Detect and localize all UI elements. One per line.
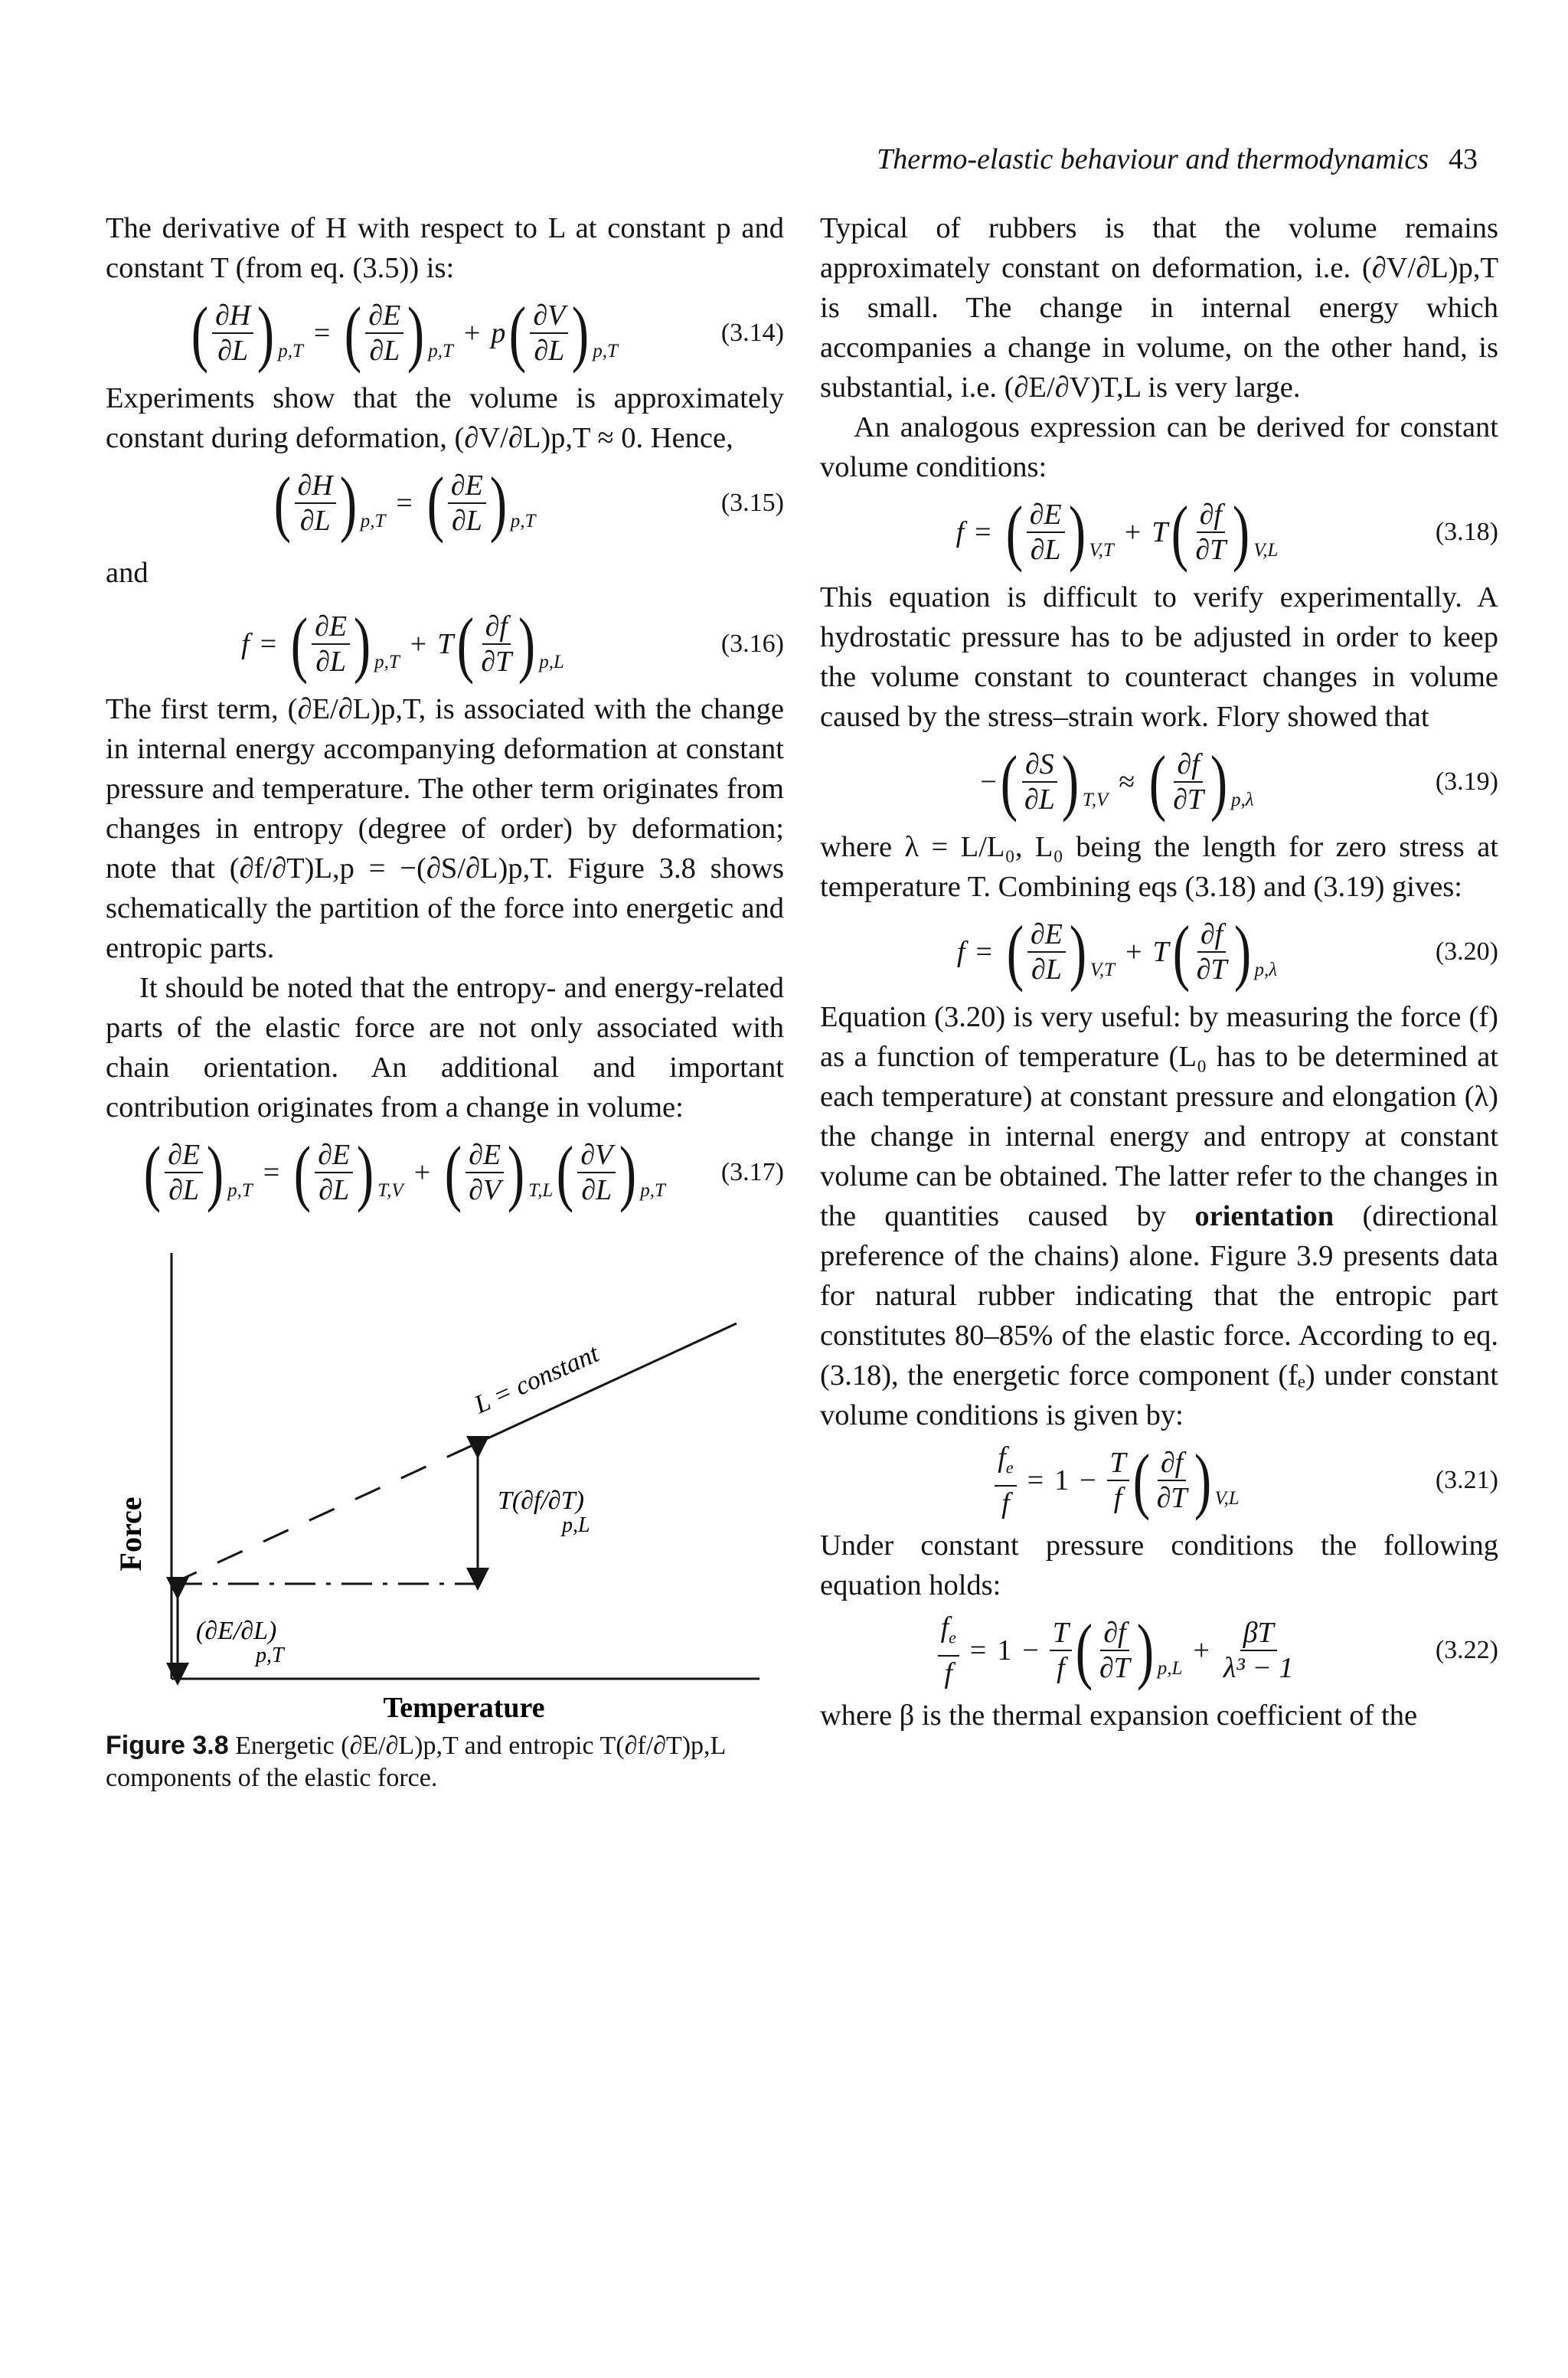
equation-body: ( $\frac{\partial H}{\partial L}$ ) p,T = ( $\frac{\partial E}{\partial L}$ ) p,T	[273, 462, 536, 544]
equation-body: $\frac{f_e}{f}$ = 1 − $\frac{T}{f}$ ( $\frac{\partial f}{\partial T}$ ) V,L	[820, 1442, 1414, 1519]
equation-number: (3.17)	[720, 1158, 784, 1186]
caption-text: Energetic (∂E/∂L)p,T and entropic T(∂f/∂T)p,L components of the elastic force.	[106, 1732, 726, 1792]
entropic-label: T(∂f/∂T)	[498, 1487, 584, 1515]
equation-3-20	[820, 907, 1498, 997]
right-column	[820, 208, 1498, 1735]
left-column	[106, 208, 784, 1794]
energetic-label: (∂E/∂L)	[196, 1617, 277, 1645]
equation-number: (3.21)	[1435, 1466, 1498, 1494]
paragraph-constant-pressure: Under constant pressure conditions the following equation holds:	[820, 1529, 1498, 1601]
force-temperature-diagram	[106, 1239, 784, 1729]
equation-body: f = ( $\frac{\partial E}{\partial L}$ ) V,T + T ( $\frac{\partial f}{\partial T}$ ) p,λ	[956, 911, 1278, 993]
equation-body: − ( $\frac{\partial S}{\partial L}$ ) T,V ≈ ( $\frac{\partial f}{\partial T}$ ) p,λ	[980, 741, 1254, 823]
figure-caption	[106, 1729, 784, 1794]
extrapolation-line	[172, 1443, 478, 1584]
equation-number: (3.14)	[720, 319, 784, 347]
equation-3-14	[106, 288, 784, 378]
figure-3-8	[106, 1239, 784, 1729]
paragraph-beta: where β is the thermal expansion coefficient of the	[820, 1699, 1418, 1732]
paragraph-first-term: The first term, (∂E/∂L)p,T, is associated with the change in internal energy accompanying deformation at constant pressure and temperature. The other term originates from changes in entropy (degree of order) by deformation; note that (∂f/∂T)L,p = −(∂S/∂L)p,T. Figure 3.8 shows schematically the partition of the force into energetic and entropic parts.	[106, 693, 784, 964]
paragraph-lambda: where λ = L/L₀, L₀ being the length for zero stress at temperature T. Combining eqs (3.18) and (3.19) gives:	[820, 831, 1498, 903]
x-axis-label: Temperature	[383, 1692, 545, 1724]
equation-body: $\frac{f_e}{f}$ = 1 − $\frac{T}{f}$ ( $\frac{\partial f}{\partial T}$ ) p,L + $\frac{\beta T}{\text{λ³ − 1}}$	[820, 1612, 1414, 1689]
paragraph-analogous: An analogous expression can be derived for constant volume conditions:	[820, 411, 1498, 483]
equation-3-21	[820, 1435, 1498, 1526]
equation-body: ( $\frac{\partial E}{\partial L}$ ) p,T = ( $\frac{\partial E}{\partial L}$ ) T,V + ( $\frac{\partial E}{\partial V}$ ) T,L ( $\frac{\partial V}{\partial L}$ ) p,T	[143, 1131, 665, 1213]
paragraph-rubber-volume: Typical of rubbers is that the volume remains approximately constant on deformation, i.e. (∂V/∂L)p,T is small. The change in internal energy which accompanies a change in volume, on the other hand, is substantial, i.e. (∂E/∂V)T,L is very large.	[820, 212, 1498, 404]
equation-body: f = ( $\frac{\partial E}{\partial L}$ ) p,T + T ( $\frac{\partial f}{\partial T}$ ) p,L	[241, 603, 564, 685]
equation-number: (3.20)	[1435, 937, 1498, 966]
constant-line-label: L = constant	[470, 1339, 603, 1420]
paragraph-volume-constant: Experiments show that the volume is approximately constant during deformation, (∂V/∂L)p,T ≈ 0. Hence,	[106, 382, 784, 454]
equation-3-17	[106, 1127, 784, 1218]
equation-number: (3.16)	[720, 630, 784, 658]
running-title: Thermo-elastic behaviour and thermodynamics	[877, 143, 1429, 175]
equation-body: ( $\frac{\partial H}{\partial L}$ ) p,T = ( $\frac{\partial E}{\partial L}$ ) p,T + p ( $\frac{\partial V}{\partial L}$ ) p,T	[191, 292, 618, 374]
equation-3-19	[820, 737, 1498, 827]
equation-number: (3.15)	[720, 489, 784, 517]
equation-body: f = ( $\frac{\partial E}{\partial L}$ ) V,T + T ( $\frac{\partial f}{\partial T}$ ) V,L	[956, 491, 1279, 573]
paragraph-volume-contribution: It should be noted that the entropy- and energy-related parts of the elastic force are not only associated with chain orientation. An additional and important contribution originates from a change in volume:	[106, 972, 784, 1124]
equation-3-15	[106, 458, 784, 548]
equation-3-22	[820, 1605, 1498, 1696]
paragraph-intro: The derivative of H with respect to L at constant p and constant T (from eq. (3.5)) is:	[106, 212, 784, 284]
page-number: 43	[1449, 143, 1478, 175]
equation-number: (3.22)	[1435, 1636, 1498, 1664]
caption-label: Figure 3.8	[106, 1731, 229, 1760]
paragraph-useful-equation: Equation (3.20) is very useful: by measuring the force (f) as a function of temperature (L₀ has to be determined at each temperature) at constant pressure and elongation (λ) the change in internal energy and entropy at constant volume can be obtained. The latter refer to the changes in the quantities caused by orientation (directional preference of the chains) alone. Figure 3.9 presents data for natural rubber indicating that the entropic part constitutes 80–85% of the elastic force. According to eq. (3.18), the energetic force component (fₑ) under constant volume conditions is given by:	[820, 1001, 1498, 1431]
entropic-subscript: p,L	[562, 1513, 590, 1537]
y-axis-label: Force	[113, 1496, 148, 1572]
paragraph-hydrostatic: This equation is difficult to verify experimentally. A hydrostatic pressure has to be adjusted in order to keep the volume constant to counteract changes in volume caused by the stress–strain work. Flory showed that	[820, 581, 1498, 733]
equation-3-18	[820, 487, 1498, 577]
equation-number: (3.19)	[1435, 767, 1498, 796]
connector-and: and	[106, 557, 149, 589]
equation-3-16	[106, 599, 784, 689]
equation-number: (3.18)	[1435, 518, 1498, 546]
running-header	[865, 142, 1478, 176]
energetic-subscript: p,T	[256, 1644, 284, 1667]
bold-orientation: orientation	[1194, 1200, 1334, 1232]
